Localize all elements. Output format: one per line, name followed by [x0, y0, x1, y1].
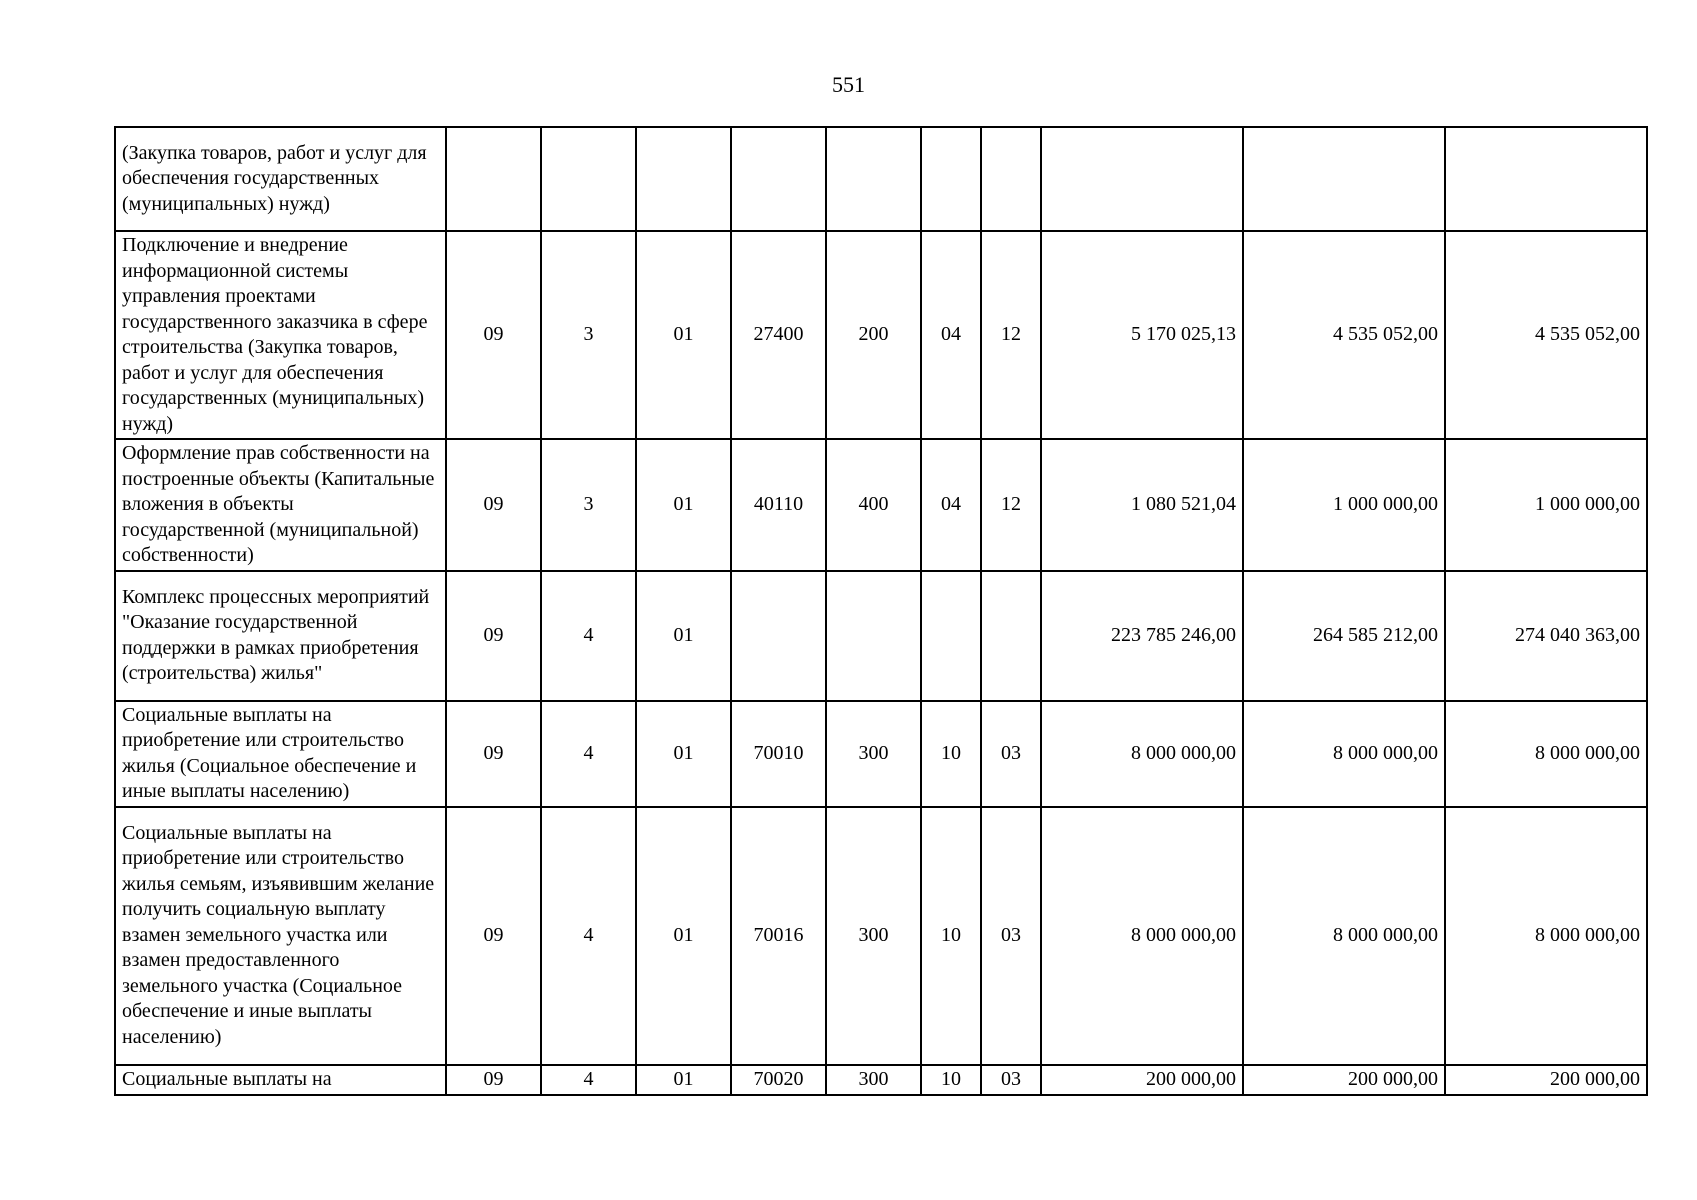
table-row — [115, 701, 1647, 807]
subprogram-code: 3 — [541, 439, 636, 571]
amount-year-3: 1 000 000,00 — [1445, 439, 1647, 571]
budget-table — [114, 126, 1648, 1096]
amount-year-1: 223 785 246,00 — [1041, 571, 1243, 701]
expense-type-code: 300 — [826, 807, 921, 1065]
amount-year-2: 4 535 052,00 — [1243, 231, 1445, 439]
expense-type-code: 300 — [826, 1065, 921, 1095]
program-code: 09 — [446, 701, 541, 807]
direction-code: 70010 — [731, 701, 826, 807]
subsection-code: 03 — [981, 807, 1041, 1065]
row-description: Комплекс процессных мероприятий "Оказание государственной поддержки в рамках приобретения (строительства) жилья" — [115, 571, 446, 701]
row-description: Социальные выплаты на приобретение или строительство жилья (Социальное обеспечение и иные выплаты населению) — [115, 701, 446, 807]
section-code — [921, 571, 981, 701]
table-row — [115, 807, 1647, 1065]
program-code: 09 — [446, 807, 541, 1065]
amount-year-1: 200 000,00 — [1041, 1065, 1243, 1095]
table-row — [115, 127, 1647, 231]
amount-year-3: 8 000 000,00 — [1445, 701, 1647, 807]
subprogram-code: 3 — [541, 231, 636, 439]
activity-code: 01 — [636, 807, 731, 1065]
expense-type-code: 200 — [826, 231, 921, 439]
section-code: 04 — [921, 439, 981, 571]
program-code: 09 — [446, 231, 541, 439]
amount-year-1: 8 000 000,00 — [1041, 807, 1243, 1065]
amount-year-1: 5 170 025,13 — [1041, 231, 1243, 439]
subsection-code — [981, 571, 1041, 701]
row-description: Социальные выплаты на приобретение или строительство жилья семьям, изъявившим желание получить социальную выплату взамен земельного участка или взамен предоставленного земельного участка (Социальное обеспечение и иные выплаты населению) — [115, 807, 446, 1065]
expense-type-code — [826, 127, 921, 231]
amount-year-2: 1 000 000,00 — [1243, 439, 1445, 571]
expense-type-code: 400 — [826, 439, 921, 571]
amount-year-1: 1 080 521,04 — [1041, 439, 1243, 571]
page-number: 551 — [832, 72, 865, 97]
amount-year-2: 8 000 000,00 — [1243, 807, 1445, 1065]
direction-code: 27400 — [731, 231, 826, 439]
activity-code — [636, 127, 731, 231]
section-code: 04 — [921, 231, 981, 439]
row-description: Оформление прав собственности на построенные объекты (Капитальные вложения в объекты государственной (муниципальной) собственности) — [115, 439, 446, 571]
amount-year-1: 8 000 000,00 — [1041, 701, 1243, 807]
direction-code: 70020 — [731, 1065, 826, 1095]
table-row — [115, 571, 1647, 701]
subprogram-code: 4 — [541, 1065, 636, 1095]
subsection-code: 03 — [981, 701, 1041, 807]
amount-year-2: 200 000,00 — [1243, 1065, 1445, 1095]
amount-year-3: 4 535 052,00 — [1445, 231, 1647, 439]
amount-year-1 — [1041, 127, 1243, 231]
program-code: 09 — [446, 439, 541, 571]
program-code — [446, 127, 541, 231]
section-code: 10 — [921, 807, 981, 1065]
row-description: Подключение и внедрение информационной системы управления проектами государственного заказчика в сфере строительства (Закупка товаров, работ и услуг для обеспечения государственных (муниципальных) нужд) — [115, 231, 446, 439]
subprogram-code: 4 — [541, 701, 636, 807]
amount-year-3 — [1445, 127, 1647, 231]
amount-year-2 — [1243, 127, 1445, 231]
subprogram-code: 4 — [541, 807, 636, 1065]
expense-type-code: 300 — [826, 701, 921, 807]
subprogram-code — [541, 127, 636, 231]
row-description: Социальные выплаты на — [115, 1065, 446, 1095]
table-row — [115, 1065, 1647, 1095]
direction-code — [731, 127, 826, 231]
amount-year-3: 274 040 363,00 — [1445, 571, 1647, 701]
direction-code: 40110 — [731, 439, 826, 571]
direction-code: 70016 — [731, 807, 826, 1065]
subsection-code: 12 — [981, 231, 1041, 439]
subsection-code — [981, 127, 1041, 231]
subsection-code: 12 — [981, 439, 1041, 571]
activity-code: 01 — [636, 571, 731, 701]
amount-year-3: 8 000 000,00 — [1445, 807, 1647, 1065]
activity-code: 01 — [636, 439, 731, 571]
section-code — [921, 127, 981, 231]
row-description: (Закупка товаров, работ и услуг для обеспечения государственных (муниципальных) нужд) — [115, 127, 446, 231]
activity-code: 01 — [636, 231, 731, 439]
program-code: 09 — [446, 571, 541, 701]
subprogram-code: 4 — [541, 571, 636, 701]
activity-code: 01 — [636, 1065, 731, 1095]
expense-type-code — [826, 571, 921, 701]
activity-code: 01 — [636, 701, 731, 807]
program-code: 09 — [446, 1065, 541, 1095]
amount-year-2: 8 000 000,00 — [1243, 701, 1445, 807]
amount-year-3: 200 000,00 — [1445, 1065, 1647, 1095]
section-code: 10 — [921, 1065, 981, 1095]
direction-code — [731, 571, 826, 701]
table-row — [115, 231, 1647, 439]
amount-year-2: 264 585 212,00 — [1243, 571, 1445, 701]
subsection-code: 03 — [981, 1065, 1041, 1095]
table-row — [115, 439, 1647, 571]
section-code: 10 — [921, 701, 981, 807]
